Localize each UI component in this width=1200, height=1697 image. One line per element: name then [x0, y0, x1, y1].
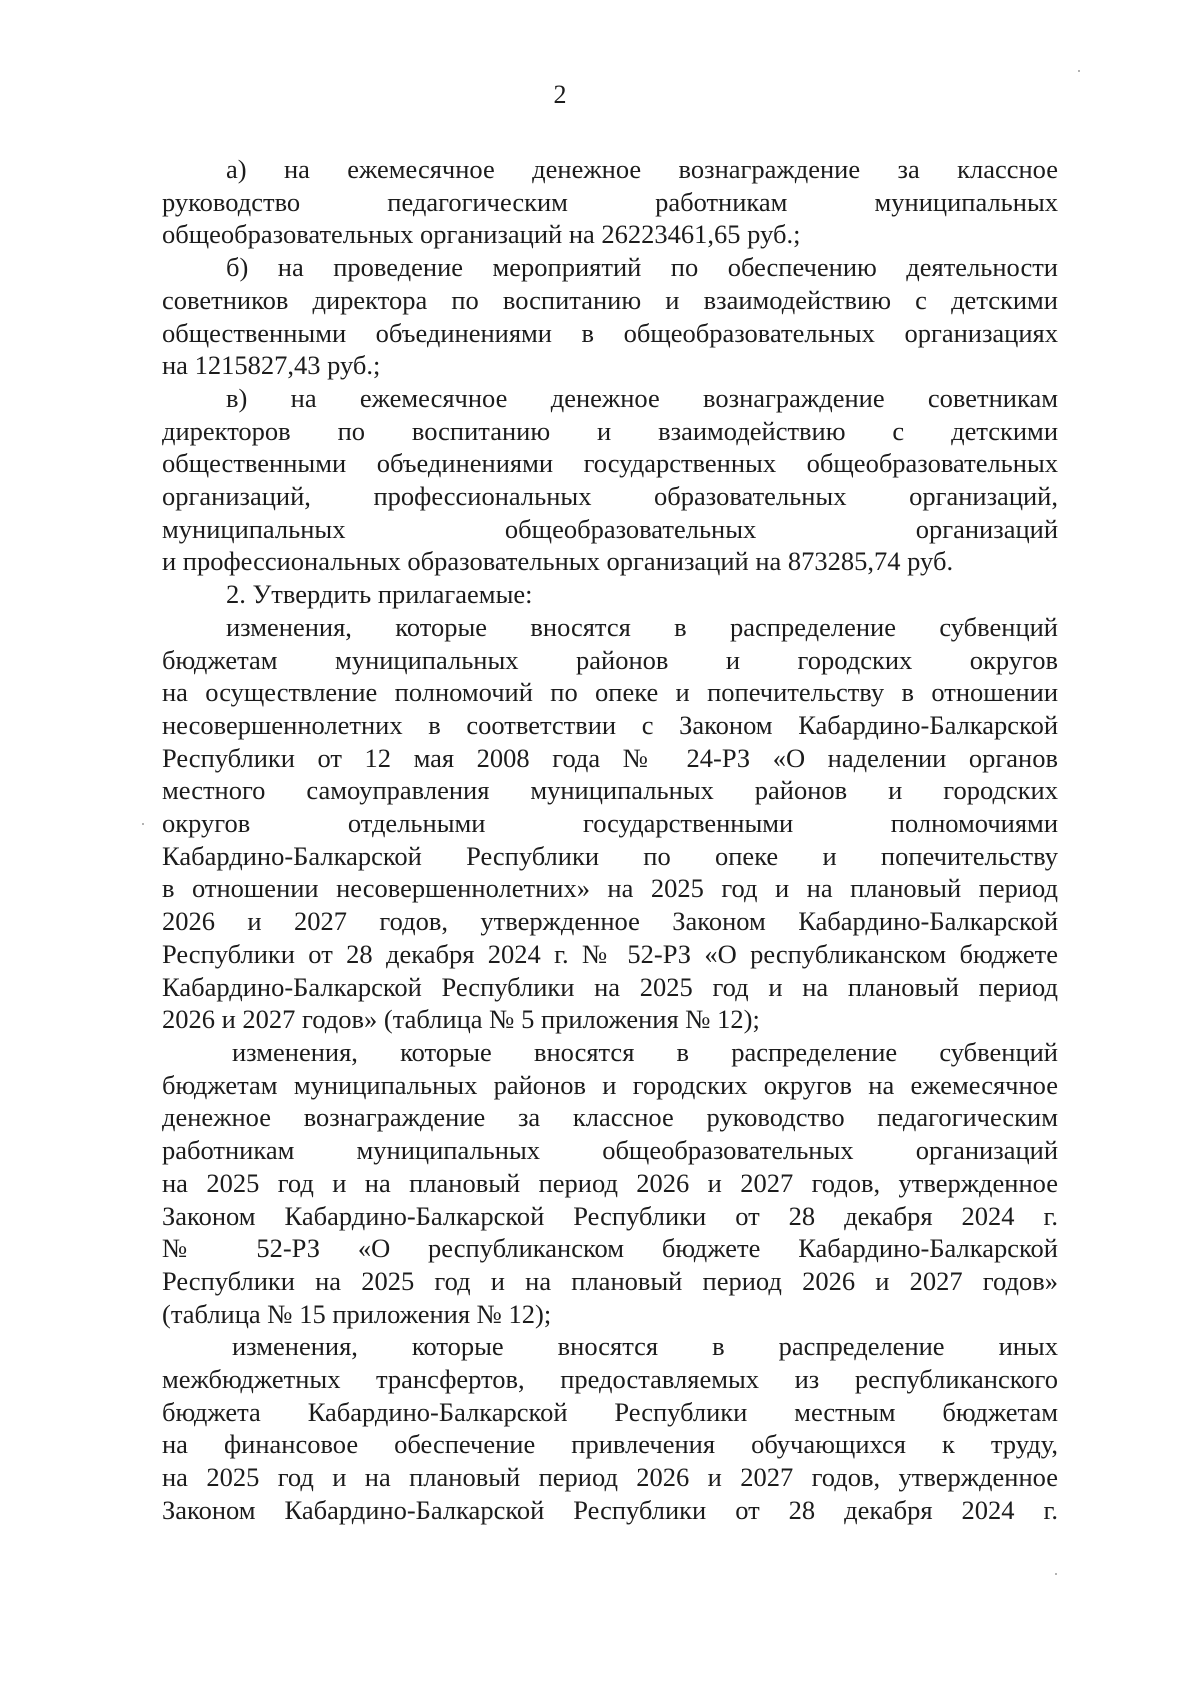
text-line: муниципальных общеобразовательных организаций — [162, 513, 1058, 544]
text-line: работникам муниципальных общеобразовательных организаций — [162, 1135, 1058, 1166]
text-line: руководство педагогическим работникам муниципальных — [162, 186, 1058, 217]
text-line: 2026 и 2027 годов» (таблица № 5 приложения № 12); — [162, 1004, 760, 1035]
scan-speck — [142, 823, 144, 825]
text-line: изменения, которые вносятся в распределение субвенций — [232, 1036, 1058, 1067]
page-number: 2 — [553, 80, 567, 109]
text-line: б) на проведение мероприятий по обеспечению деятельности — [226, 252, 1058, 283]
text-line: а) на ежемесячное денежное вознаграждение за классное — [226, 154, 1058, 184]
text-line: округов отдельными государственными полномочиями — [162, 808, 1058, 839]
text-line: несовершеннолетних в соответствии с Законом Кабардино-Балкарской — [162, 709, 1058, 740]
text-line: № 52-РЗ «О республиканском бюджете Кабардино-Балкарской — [162, 1233, 1058, 1264]
text-line: изменения, которые вносятся в распределение субвенций — [226, 611, 1058, 642]
text-line: общеобразовательных организаций на 26223461,65 руб.; — [162, 219, 801, 250]
text-line: бюджетам муниципальных районов и городских округов на ежемесячное — [162, 1069, 1058, 1100]
text-line: бюджета Кабардино-Балкарской Республики местным бюджетам — [162, 1396, 1058, 1427]
text-line: межбюджетных трансфертов, предоставляемых из республиканского — [162, 1364, 1058, 1395]
paragraph-change-2 — [162, 1036, 1058, 1330]
text-line: в) на ежемесячное денежное вознаграждение советникам — [226, 382, 1058, 413]
text-line: на финансовое обеспечение привлечения обучающихся к труду, — [162, 1429, 1058, 1460]
paragraph-change-1 — [162, 611, 1058, 1036]
paragraph-item-2 — [162, 578, 1058, 611]
text-line: на осуществление полномочий по опеке и попечительству в отношении — [162, 677, 1058, 708]
text-line: 2. Утвердить прилагаемые: — [226, 579, 533, 610]
text-line: общественными объединениями в общеобразовательных организациях — [162, 317, 1058, 348]
text-line: советников директора по воспитанию и взаимодействию с детскими — [162, 284, 1058, 315]
text-line: и профессиональных образовательных организаций на 873285,74 руб. — [162, 546, 954, 577]
document-body — [162, 153, 1058, 1527]
text-line: 2026 и 2027 годов, утвержденное Законом Кабардино-Балкарской — [162, 906, 1058, 937]
paragraph-item-b — [162, 251, 1058, 382]
text-line: в отношении несовершеннолетних» на 2025 год и на плановый период — [162, 873, 1058, 904]
text-line: Республики от 12 мая 2008 года № 24-РЗ «О наделении органов — [162, 742, 1058, 773]
paragraph-item-v — [162, 382, 1058, 578]
text-line: изменения, которые вносятся в распределение иных — [232, 1331, 1058, 1362]
text-line: денежное вознаграждение за классное руководство педагогическим — [162, 1102, 1058, 1133]
text-line: на 2025 год и на плановый период 2026 и 2027 годов, утвержденное — [162, 1462, 1058, 1493]
text-line: местного самоуправления муниципальных районов и городских — [162, 775, 1058, 806]
text-line: Кабардино-Балкарской Республики на 2025 год и на плановый период — [162, 971, 1058, 1002]
text-line: общественными объединениями государственных общеобразовательных — [162, 448, 1058, 479]
paragraph-change-3 — [162, 1330, 1058, 1526]
text-line: на 1215827,43 руб.; — [162, 350, 381, 381]
paragraph-item-a — [162, 153, 1058, 251]
text-line: Законом Кабардино-Балкарской Республики от 28 декабря 2024 г. — [162, 1494, 1058, 1525]
scan-speck — [1055, 1573, 1057, 1575]
text-line: Республики на 2025 год и на плановый период 2026 и 2027 годов» — [162, 1265, 1058, 1296]
text-line: организаций, профессиональных образовательных организаций, — [162, 481, 1058, 512]
text-line: (таблица № 15 приложения № 12); — [162, 1298, 552, 1329]
text-line: Республики от 28 декабря 2024 г. № 52-РЗ «О республиканском бюджете — [162, 938, 1058, 969]
scan-speck — [1078, 70, 1080, 72]
text-line: на 2025 год и на плановый период 2026 и 2027 годов, утвержденное — [162, 1167, 1058, 1198]
text-line: директоров по воспитанию и взаимодействию с детскими — [162, 415, 1058, 446]
text-line: Кабардино-Балкарской Республики по опеке и попечительству — [162, 840, 1058, 871]
text-line: бюджетам муниципальных районов и городских округов — [162, 644, 1058, 675]
text-line: Законом Кабардино-Балкарской Республики от 28 декабря 2024 г. — [162, 1200, 1058, 1231]
